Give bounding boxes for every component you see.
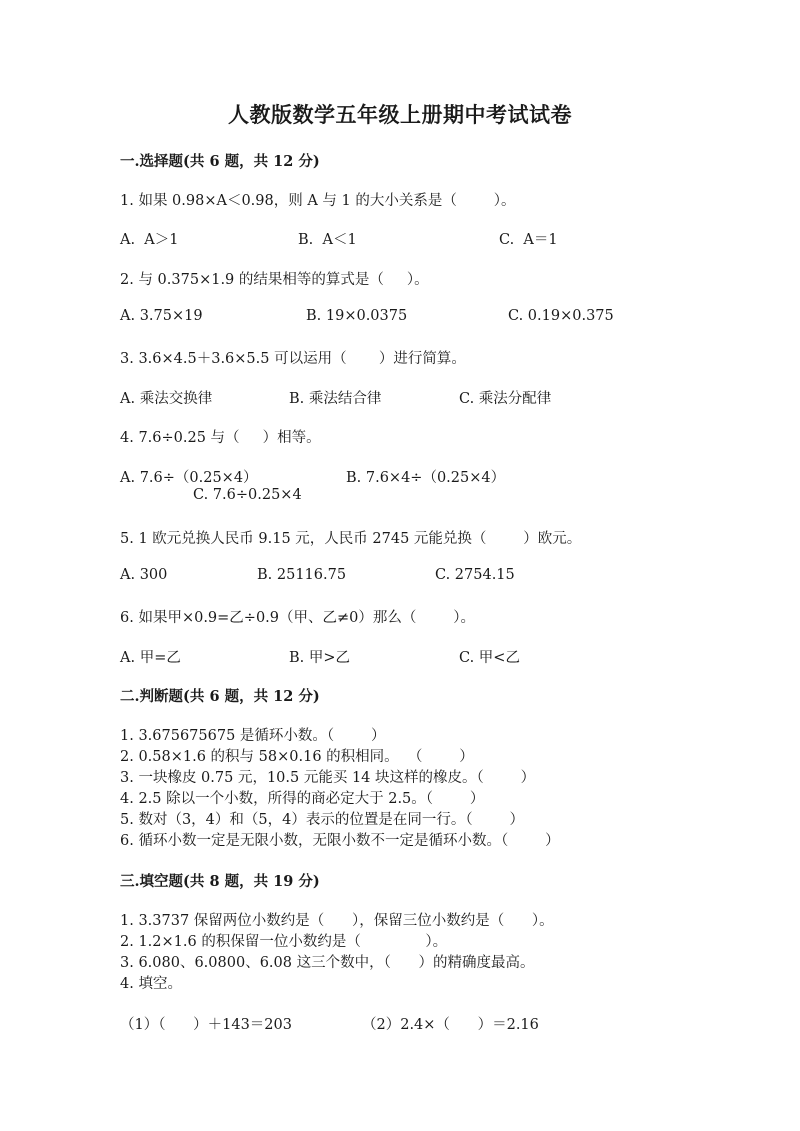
fill-item: 4. 填空。 (120, 976, 182, 992)
option-a[interactable]: A. 乘法交换律 (120, 391, 213, 407)
option-b[interactable]: B. A＜1 (298, 232, 357, 248)
option-a[interactable]: A. 甲=乙 (120, 650, 181, 666)
question-text: 4. 7.6÷0.25 与（ ）相等。 (120, 430, 321, 446)
option-b[interactable]: B. 甲>乙 (289, 650, 351, 666)
fill-item: 2. 1.2×1.6 的积保留一位小数约是（ ）。 (120, 934, 448, 950)
judge-item: 3. 一块橡皮 0.75 元，10.5 元能买 14 块这样的橡皮。（ ） (120, 770, 536, 786)
option-c[interactable]: C. 乘法分配律 (459, 391, 552, 407)
question-text: 1. 如果 0.98×A＜0.98，则 A 与 1 的大小关系是（ ）。 (120, 193, 516, 209)
option-c[interactable]: C. 甲<乙 (459, 650, 520, 666)
option-b[interactable]: B. 7.6×4÷（0.25×4） (346, 470, 506, 486)
option-b[interactable]: B. 乘法结合律 (289, 391, 382, 407)
page-title: 人教版数学五年级上册期中考试试卷 (228, 102, 572, 127)
question-text: 5. 1 欧元兑换人民币 9.15 元，人民币 2745 元能兑换（ ）欧元。 (120, 531, 582, 547)
option-a[interactable]: A. 7.6÷（0.25×4） (120, 470, 258, 486)
fill-item: 1. 3.3737 保留两位小数约是（ ），保留三位小数约是（ ）。 (120, 913, 554, 929)
question-text: 3. 3.6×4.5＋3.6×5.5 可以运用（ ）进行简算。 (120, 351, 466, 367)
judge-item: 6. 循环小数一定是无限小数，无限小数不一定是循环小数。（ ） (120, 833, 560, 849)
fill-item: 3. 6.080、6.0800、6.08 这三个数中，（ ）的精确度最高。 (120, 955, 535, 971)
judge-item: 2. 0.58×1.6 的积与 58×0.16 的积相同。 （ ） (120, 749, 474, 765)
judge-item: 4. 2.5 除以一个小数，所得的商必定大于 2.5。（ ） (120, 791, 485, 807)
judge-item: 5. 数对（3，4）和（5，4）表示的位置是在同一行。（ ） (120, 812, 524, 828)
option-a[interactable]: A. 300 (120, 567, 168, 583)
option-a[interactable]: A. 3.75×19 (120, 308, 203, 324)
option-c[interactable]: C. 7.6÷0.25×4 (193, 487, 302, 503)
section-heading-judge: 二.判断题(共 6 题，共 12 分) (120, 688, 320, 705)
section-heading-fill: 三.填空题(共 8 题，共 19 分) (120, 873, 320, 890)
question-text: 2. 与 0.375×1.9 的结果相等的算式是（ ）。 (120, 272, 429, 288)
section-heading-choice: 一.选择题(共 6 题，共 12 分) (120, 153, 320, 170)
option-c[interactable]: C. 2754.15 (435, 567, 515, 583)
fill-subitem-1: （1）（ ）＋143＝203 (120, 1017, 292, 1033)
judge-item: 1. 3.675675675 是循环小数。（ ） (120, 728, 386, 744)
fill-subitem-2: （2）2.4×（ ）＝2.16 (362, 1017, 539, 1033)
option-b[interactable]: B. 19×0.0375 (306, 308, 408, 324)
option-c[interactable]: C. A＝1 (499, 232, 558, 248)
option-c[interactable]: C. 0.19×0.375 (508, 308, 614, 324)
question-text: 6. 如果甲×0.9=乙÷0.9（甲、乙≠0）那么（ ）。 (120, 610, 476, 626)
option-b[interactable]: B. 25116.75 (257, 567, 347, 583)
option-a[interactable]: A. A＞1 (120, 232, 179, 248)
